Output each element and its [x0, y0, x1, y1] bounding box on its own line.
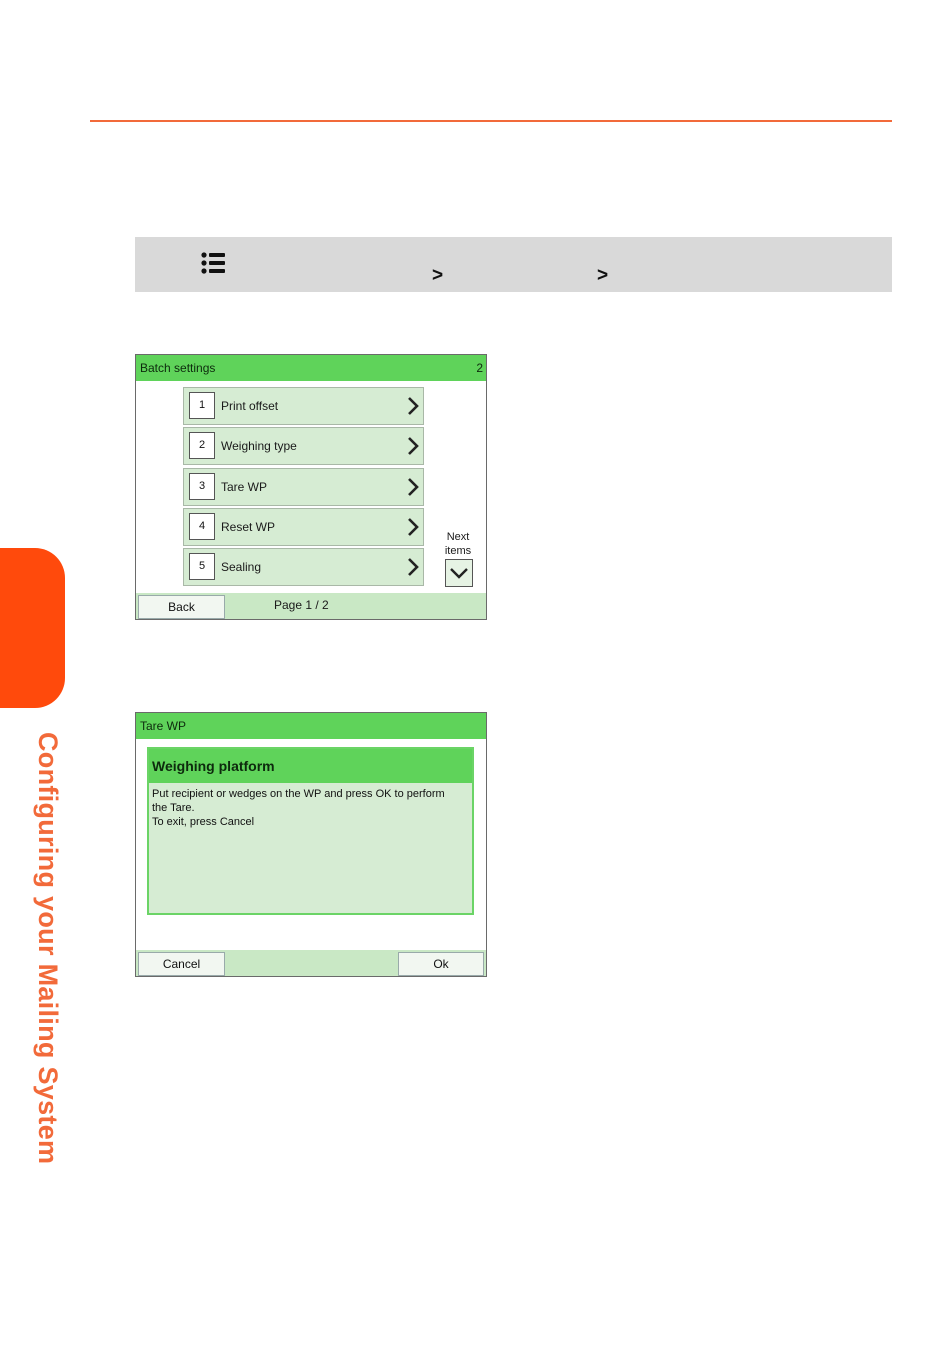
next-items-button[interactable]	[445, 559, 473, 587]
item-number: 2	[189, 432, 215, 459]
screen-footer	[136, 593, 486, 619]
back-button[interactable]: Back	[138, 595, 225, 619]
menu-item-reset-wp[interactable]	[183, 508, 424, 546]
weighing-platform-dialog	[147, 747, 474, 915]
chevron-right-icon	[407, 396, 419, 416]
chevron-right-icon	[407, 436, 419, 456]
next-label-line1: Next	[446, 531, 470, 543]
item-number: 3	[189, 473, 215, 500]
menu-item-sealing[interactable]	[183, 548, 424, 586]
chevron-right-icon	[407, 557, 419, 577]
screen-number: 2	[476, 361, 483, 375]
message-line: the Tare.	[152, 802, 195, 814]
menu-list-icon	[201, 252, 225, 274]
screen-header	[136, 713, 486, 739]
breadcrumb-separator: >	[432, 265, 444, 286]
menu-item-tare-wp[interactable]	[183, 468, 424, 506]
ok-button[interactable]: Ok	[398, 952, 484, 976]
batch-settings-screen	[135, 354, 487, 620]
screen-title: Batch settings	[140, 361, 216, 375]
message-line: To exit, press Cancel	[152, 816, 255, 828]
item-label: Reset WP	[221, 520, 276, 534]
chapter-tab	[0, 548, 65, 708]
breadcrumb	[135, 237, 892, 292]
page-indicator: Page 1 / 2	[274, 598, 329, 612]
screen-footer	[136, 950, 486, 976]
menu-item-print-offset[interactable]	[183, 387, 424, 425]
screen-header	[136, 355, 486, 381]
cancel-button[interactable]: Cancel	[138, 952, 225, 976]
breadcrumb-separator: >	[597, 265, 609, 286]
dialog-message	[152, 787, 466, 829]
chapter-title: Configuring your Mailing System	[33, 732, 63, 1165]
tare-wp-screen	[135, 712, 487, 977]
item-label: Sealing	[221, 560, 262, 574]
menu-item-weighing-type[interactable]	[183, 427, 424, 465]
header-rule	[90, 120, 892, 122]
chevron-down-icon	[446, 560, 472, 586]
item-label: Print offset	[221, 399, 279, 413]
item-label: Weighing type	[221, 439, 297, 453]
item-number: 1	[189, 392, 215, 419]
chevron-right-icon	[407, 477, 419, 497]
next-label-line2: items	[444, 545, 472, 557]
dialog-title: Weighing platform	[149, 749, 472, 783]
message-line: Put recipient or wedges on the WP and press OK to perform	[152, 788, 445, 800]
chevron-right-icon	[407, 517, 419, 537]
next-items-label	[440, 530, 476, 558]
item-label: Tare WP	[221, 480, 268, 494]
item-number: 5	[189, 553, 215, 580]
item-number: 4	[189, 513, 215, 540]
screen-title: Tare WP	[140, 719, 187, 733]
